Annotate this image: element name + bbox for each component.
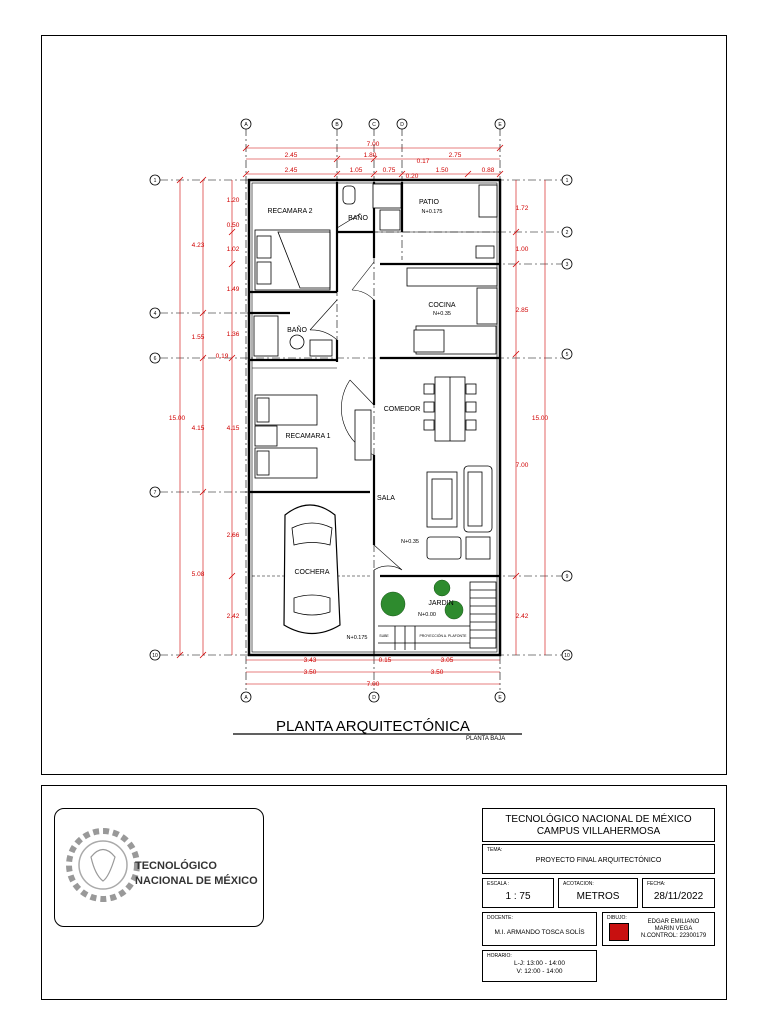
- dim-right-1-5: 2.42: [515, 613, 529, 620]
- dim-left-2-2: 1.55: [191, 334, 205, 341]
- escala-value: 1 : 75: [505, 891, 531, 902]
- dibujo-cell: [602, 912, 715, 946]
- axis-bottom-e: E: [498, 695, 502, 701]
- dim-left-2-1: 4.23: [191, 242, 205, 249]
- level-patio: N+0.175: [421, 209, 443, 215]
- dim-left-3-9: 2.42: [226, 613, 240, 620]
- label-cochera: COCHERA: [294, 569, 330, 576]
- axis-left-1: 1: [153, 178, 157, 184]
- axis-left-4: 4: [153, 311, 157, 317]
- escala-label: ESCALA :: [487, 881, 510, 887]
- label-patio: PATIO: [419, 199, 439, 206]
- institution-cell: [482, 808, 715, 842]
- label-sala: SALA: [377, 495, 395, 502]
- acotacion-label: ACOTACION:: [563, 881, 594, 887]
- axis-right-2: 2: [565, 230, 569, 236]
- dim-left-2-4: 5.08: [191, 571, 205, 578]
- dim-right-1-3: 2.85: [515, 307, 529, 314]
- dibujo-line-3: N.CONTROL: 22300179: [640, 933, 707, 939]
- axis-top-e: E: [498, 122, 502, 128]
- level-cocina: N+0.35: [433, 311, 451, 317]
- dim-left-3-1: 1.20: [226, 197, 240, 204]
- plan-title: PLANTA ARQUITECTÓNICA: [276, 718, 470, 735]
- label-sube: SUBE: [379, 634, 389, 638]
- label-recamara-2: RECAMARA 2: [267, 208, 313, 215]
- label-cocina: COCINA: [428, 302, 456, 309]
- tema-label: TEMA:: [487, 847, 503, 853]
- dim-bot-total: 7.00: [366, 681, 380, 688]
- tema-cell: [482, 844, 715, 874]
- fecha-value: 28/11/2022: [653, 891, 704, 902]
- grid-lines: [160, 128, 565, 690]
- dim-right-1-1: 1.72: [515, 205, 529, 212]
- dim-top-small-2: 0.20: [405, 173, 419, 180]
- dim-bot-2-1: 3.50: [303, 669, 317, 676]
- student-logo-icon: [609, 923, 629, 941]
- axis-right-1: 1: [565, 178, 569, 184]
- logo-line-1: TECNOLÓGICO: [135, 860, 217, 872]
- level-jardin: N+0.00: [418, 612, 436, 618]
- furniture: [254, 184, 497, 650]
- level-cochera: N+0.175: [346, 635, 368, 641]
- dim-left-3-3: 1.02: [226, 246, 240, 253]
- axis-bottom-a: A: [244, 695, 248, 701]
- axis-right-5: 5: [565, 352, 569, 358]
- dim-left-3-5: 1.36: [226, 331, 240, 338]
- dibujo-line-1: EDGAR EMILIANO: [647, 919, 700, 925]
- dim-bot-1-2: 0.15: [378, 657, 392, 664]
- dim-left-3-4: 1.49: [226, 286, 240, 293]
- axis-left-6: 6: [153, 356, 157, 362]
- horario-line-2: V: 12:00 - 14:00: [516, 968, 563, 975]
- axis-top-c: C: [372, 122, 376, 128]
- dim-top-total: 7.00: [366, 141, 380, 148]
- axis-right-9: 9: [565, 574, 569, 580]
- dibujo-label: DIBUJO:: [607, 915, 627, 921]
- campus-name: CAMPUS VILLAHERMOSA: [536, 826, 661, 837]
- dim-left-outer: 15.00: [168, 415, 186, 422]
- dim-top-3-4: 1.50: [435, 167, 449, 174]
- label-recamara-1: RECAMARA 1: [285, 433, 331, 440]
- dim-left-3-2: 0.50: [226, 222, 240, 229]
- dim-left-3-7: 4.15: [226, 425, 240, 432]
- horario-label: HORARIO:: [487, 953, 512, 959]
- dim-left-3-8: 2.66: [226, 532, 240, 539]
- axis-bottom-d: D: [372, 695, 376, 701]
- institution-name: TECNOLÓGICO NACIONAL DE MÉXICO: [505, 814, 692, 825]
- fecha-label: FECHA:: [647, 881, 666, 887]
- horario-line-1: L-J: 13:00 - 14:00: [514, 960, 565, 967]
- dim-bot-2-2: 3.50: [430, 669, 444, 676]
- dibujo-value: [633, 919, 714, 940]
- docente-value: M.I. ARMANDO TOSCA SOLÍS: [494, 929, 585, 936]
- dim-top-2-2: 1.80: [363, 152, 377, 159]
- tema-value: PROYECTO FINAL ARQUITECTÓNICO: [535, 857, 662, 864]
- dim-bot-1-3: 3.05: [440, 657, 454, 664]
- dim-top-3-2: 1.05: [349, 167, 363, 174]
- dim-right-outer: 15.00: [531, 415, 549, 422]
- escala-cell: [482, 878, 554, 908]
- horario-cell: [482, 950, 597, 982]
- dim-left-2-3: 4.15: [191, 425, 205, 432]
- logo-line-2: NACIONAL DE MÉXICO: [135, 875, 258, 887]
- logo-wordmark: [135, 859, 258, 889]
- plan-subtitle: PLANTA BAJA: [466, 736, 506, 742]
- dim-top-2-3: 2.75: [448, 152, 462, 159]
- dim-right-1-4: 7.00: [515, 462, 529, 469]
- axis-left-7: 7: [153, 490, 157, 496]
- axis-left-10: 10: [152, 653, 158, 659]
- label-bano-top: BAÑO: [348, 215, 368, 222]
- axis-top-d: D: [400, 122, 404, 128]
- docente-cell: [482, 912, 597, 946]
- label-bano-mid: BAÑO: [287, 327, 307, 334]
- dim-top-3-3: 0.75: [382, 167, 396, 174]
- axis-right-10: 10: [564, 653, 570, 659]
- dim-bot-1-1: 3.43: [303, 657, 317, 664]
- dim-top-small-1: 0.17: [416, 158, 430, 165]
- horario-value: [483, 960, 596, 976]
- acotacion-cell: [558, 878, 638, 908]
- level-sala: N+0.35: [401, 539, 419, 545]
- axis-right-3: 3: [565, 262, 569, 268]
- acotacion-value: METROS: [576, 891, 620, 902]
- dim-top-2-1: 2.45: [284, 152, 298, 159]
- institution-logo: [54, 808, 264, 927]
- axis-top-a: A: [244, 122, 248, 128]
- docente-label: DOCENTE:: [487, 915, 513, 921]
- dim-top-3-5: 0.88: [481, 167, 495, 174]
- label-proyeccion: PROYECCIÓN A. PLAFONTE: [419, 634, 467, 638]
- label-comedor: COMEDOR: [383, 406, 421, 413]
- dim-left-3-6: 0.19: [215, 353, 229, 360]
- dim-right-1-2: 1.00: [515, 246, 529, 253]
- title-block: [41, 785, 727, 1000]
- label-jardin: JARDIN: [428, 600, 454, 607]
- dim-top-3-1: 2.45: [284, 167, 298, 174]
- fecha-cell: [642, 878, 715, 908]
- dibujo-line-2: MARIN VEGA: [654, 926, 693, 932]
- axis-top-b: B: [335, 122, 339, 128]
